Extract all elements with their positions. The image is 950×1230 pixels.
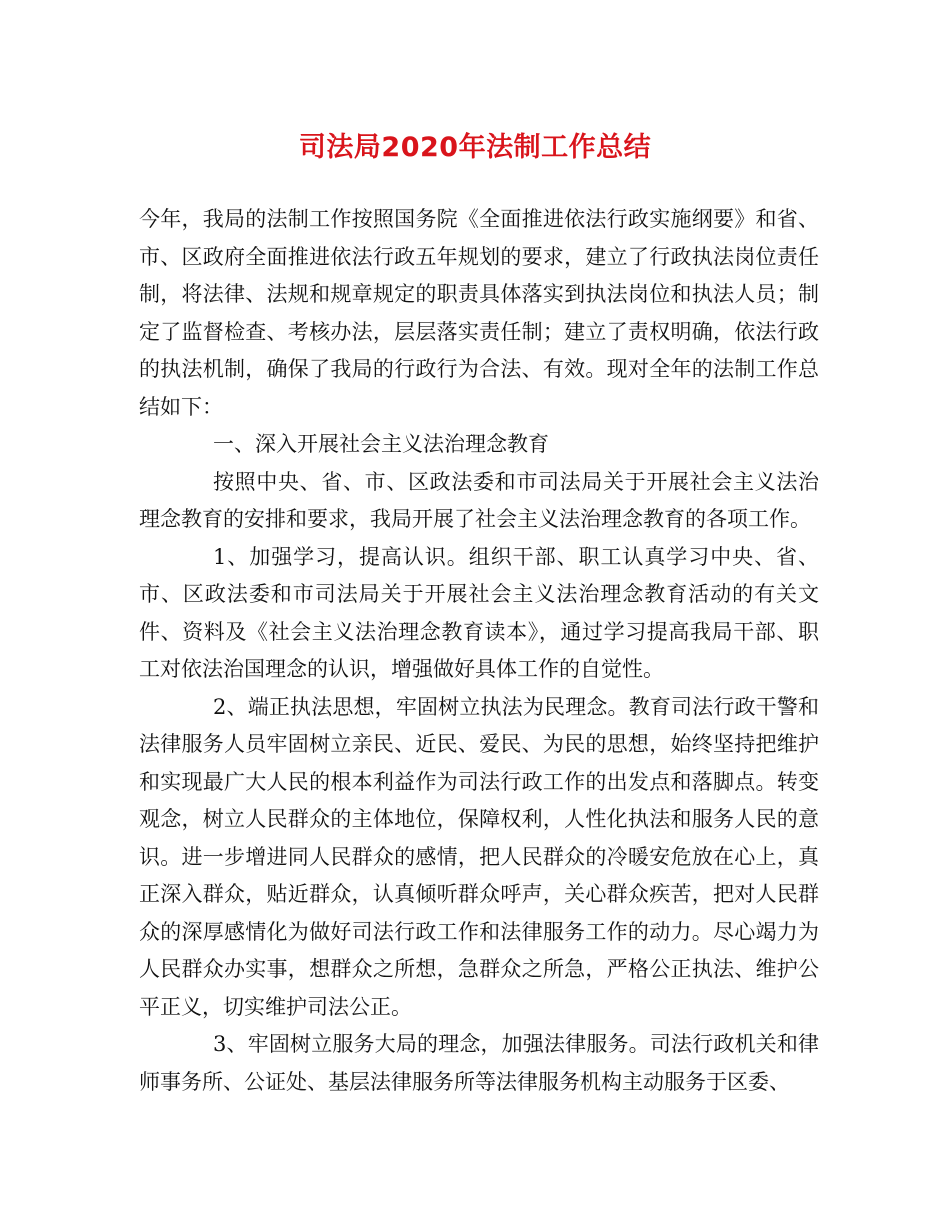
paragraph-overview: 按照中央、省、市、区政法委和市司法局关于开展社会主义法治理念教育的安排和要求，我局开展了社会主义法治理念教育的各项工作。 xyxy=(139,469,819,531)
document-body xyxy=(139,201,819,1101)
section-heading: 一、深入开展社会主义法治理念教育 xyxy=(213,432,549,456)
paragraph-item-1: 1、加强学习，提高认识。组织干部、职工认真学习中央、省、市、区政法委和市司法局关于开展社会主义法治理念教育活动的有关文件、资料及《社会主义法治理念教育读本》，通过学习提高我局干部、职工对依法治国理念的认识，增强做好具体工作的自觉性。 xyxy=(139,544,819,681)
paragraph-item-3: 3、牢固树立服务大局的理念，加强法律服务。司法行政机关和律师事务所、公证处、基层法律服务所等法律服务机构主动服务于区委、 xyxy=(139,1032,819,1094)
document-title: 司法局2020年法制工作总结 xyxy=(298,132,652,163)
paragraph-item-2: 2、端正执法思想，牢固树立执法为民理念。教育司法行政干警和法律服务人员牢固树立亲民、近民、爱民、为民的思想，始终坚持把维护和实现最广大人民的根本利益作为司法行政工作的出发点和落脚点。转变观念，树立人民群众的主体地位，保障权利，人性化执法和服务人民的意识。进一步增进同人民群众的感情，把人民群众的冷暖安危放在心上，真正深入群众，贴近群众，认真倾听群众呼声，关心群众疾苦，把对人民群众的深厚感情化为做好司法行政工作和法律服务工作的动力。尽心竭力为人民群众办实事，想群众之所想，急群众之所急，严格公正执法、维护公平正义，切实维护司法公正。 xyxy=(139,694,819,1019)
paragraph-intro: 今年，我局的法制工作按照国务院《全面推进依法行政实施纲要》和省、市、区政府全面推进依法行政五年规划的要求，建立了行政执法岗位责任制，将法律、法规和规章规定的职责具体落实到执法岗位和执法人员；制定了监督检查、考核办法，层层落实责任制；建立了责权明确，依法行政的执法机制，确保了我局的行政行为合法、有效。现对全年的法制工作总结如下： xyxy=(139,207,819,419)
